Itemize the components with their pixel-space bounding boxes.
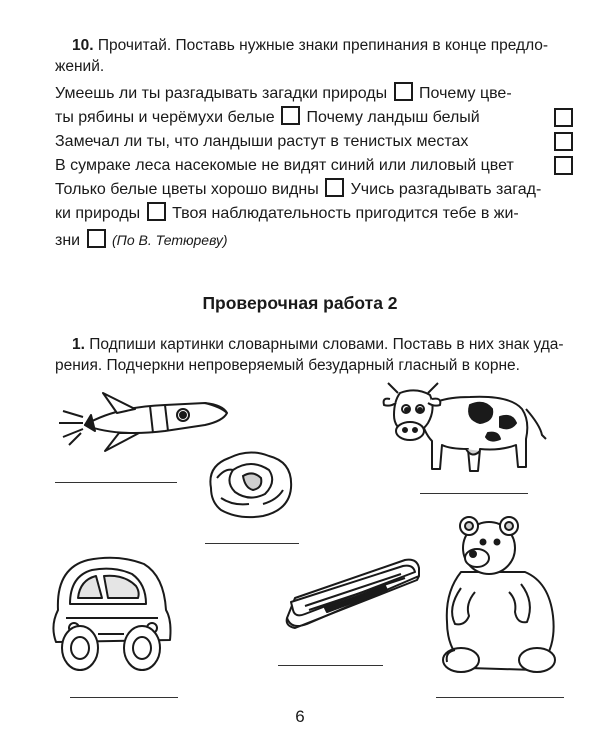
author-credit: (По В. Тетюреву) (112, 232, 228, 248)
sentence-text: Твоя наблюдательность пригодится тебе в жи- (172, 205, 519, 222)
sentence-text: ты рябины и черёмухи белые (55, 109, 275, 126)
answer-line[interactable] (55, 482, 177, 483)
task-1-instruction-cont: рения. Подчеркни непроверяемый безударный гласный в корне. (55, 357, 520, 374)
sentence-text: ки природы (55, 205, 141, 222)
punctuation-box[interactable] (325, 178, 344, 197)
sentence-text: зни (55, 232, 81, 249)
bear-picture (425, 512, 565, 682)
exercise-10-instruction (72, 35, 572, 56)
punctuation-box[interactable] (554, 132, 573, 151)
punctuation-box[interactable] (554, 108, 573, 127)
sentence-text: Только белые цветы хорошо видны (55, 181, 319, 198)
section-title: Проверочная работа 2 (202, 293, 398, 313)
answer-line[interactable] (278, 665, 383, 666)
page-number: 6 (295, 707, 305, 726)
exercise-line-2 (55, 106, 575, 130)
exercise-10-instruction-cont (55, 56, 555, 77)
instruction-text-cont: жений. (55, 58, 105, 75)
answer-line[interactable] (436, 697, 564, 698)
exercise-line-3 (55, 130, 575, 154)
answer-line[interactable] (70, 697, 178, 698)
exercise-line-4 (55, 154, 575, 178)
instruction-text: Прочитай. Поставь нужные знаки препинания в конце предло- (97, 37, 549, 54)
sentence-text: Учись разгадывать загад- (350, 181, 542, 198)
sentence-text: В сумраке леса насекомые не видят синий или лиловый цвет (55, 157, 514, 174)
cabbage-picture (203, 448, 298, 520)
sentence-text: Умеешь ли ты разгадывать загадки природы (55, 85, 388, 102)
car-picture (48, 548, 178, 673)
exercise-line-6 (55, 202, 575, 226)
punctuation-box[interactable] (281, 106, 300, 125)
pencil-case-picture (265, 552, 425, 637)
exercise-line-1 (55, 82, 575, 106)
task-text: Подпиши картинки словарными словами. Поставь в них знак уда- (89, 336, 564, 353)
punctuation-box[interactable] (554, 156, 573, 175)
task-number: 1. (72, 336, 85, 353)
punctuation-box[interactable] (87, 229, 106, 248)
sentence-text: Почему цве- (419, 85, 512, 102)
exercise-number: 10. (72, 37, 94, 54)
answer-line[interactable] (205, 543, 299, 544)
punctuation-box[interactable] (394, 82, 413, 101)
exercise-line-5 (55, 178, 575, 202)
sentence-text: Почему ландыш белый (306, 109, 480, 126)
punctuation-box[interactable] (147, 202, 166, 221)
exercise-line-7 (55, 228, 575, 252)
answer-line[interactable] (420, 493, 528, 494)
sentence-text: Замечал ли ты, что ландыши растут в тенистых местах (55, 133, 469, 150)
task-1-instruction (72, 334, 587, 355)
cow-picture (380, 375, 550, 485)
